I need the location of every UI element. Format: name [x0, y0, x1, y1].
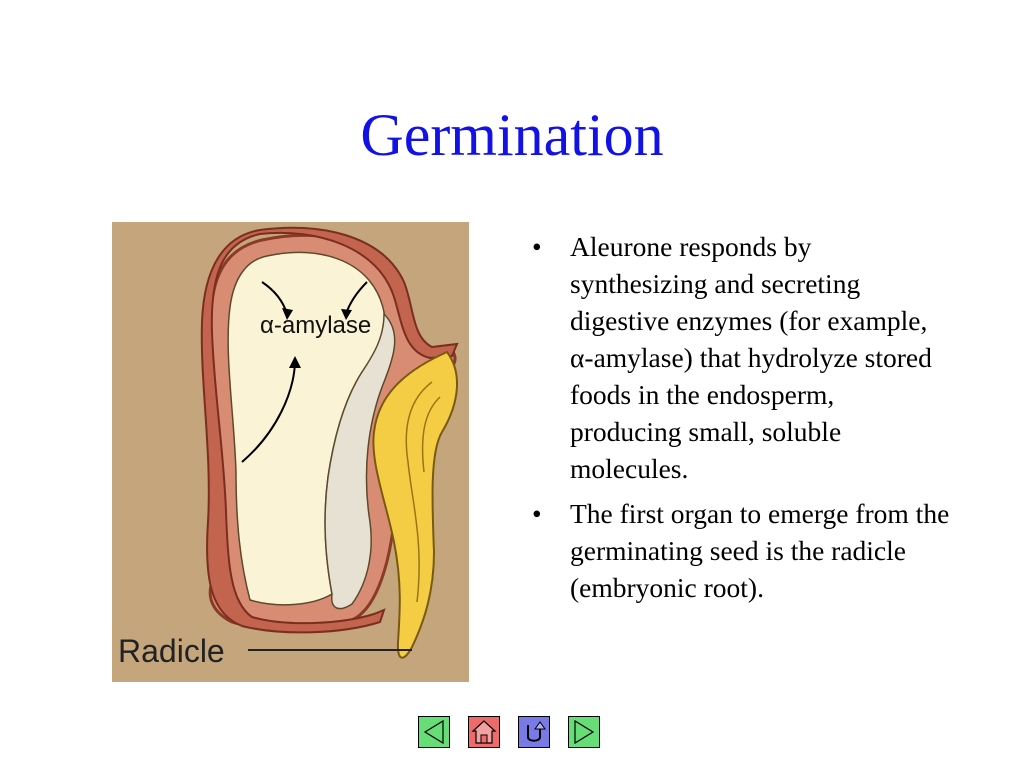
germinating-seed-diagram	[112, 222, 469, 682]
radicle-label: Radicle	[118, 633, 225, 669]
home-button[interactable]	[468, 716, 500, 748]
bullet-item	[532, 495, 952, 606]
house-icon	[469, 717, 499, 747]
bullet-text: Aleurone responds by synthesizing and secreting digestive enzymes (for example, α-amylase) that hydrolyze stored foods in the endosperm, producing small, soluble molecules.	[570, 231, 932, 484]
left-triangle-icon	[419, 717, 449, 747]
slide-title: Germination	[360, 102, 664, 168]
return-button[interactable]	[518, 716, 550, 748]
bullet-list	[532, 228, 952, 614]
alpha-amylase-label: α-amylase	[260, 312, 372, 339]
bullet-marker: •	[532, 498, 542, 529]
previous-slide-button[interactable]	[418, 716, 450, 748]
bullet-text: The first organ to emerge from the germinating seed is the radicle (embryonic root).	[570, 498, 950, 603]
bullet-item	[532, 228, 952, 487]
bullet-marker: •	[532, 231, 542, 262]
next-slide-button[interactable]	[568, 716, 600, 748]
u-turn-arrow-icon	[519, 717, 549, 747]
right-triangle-icon	[569, 717, 599, 747]
seed-illustration	[112, 222, 469, 682]
slide-navigation	[418, 716, 602, 750]
